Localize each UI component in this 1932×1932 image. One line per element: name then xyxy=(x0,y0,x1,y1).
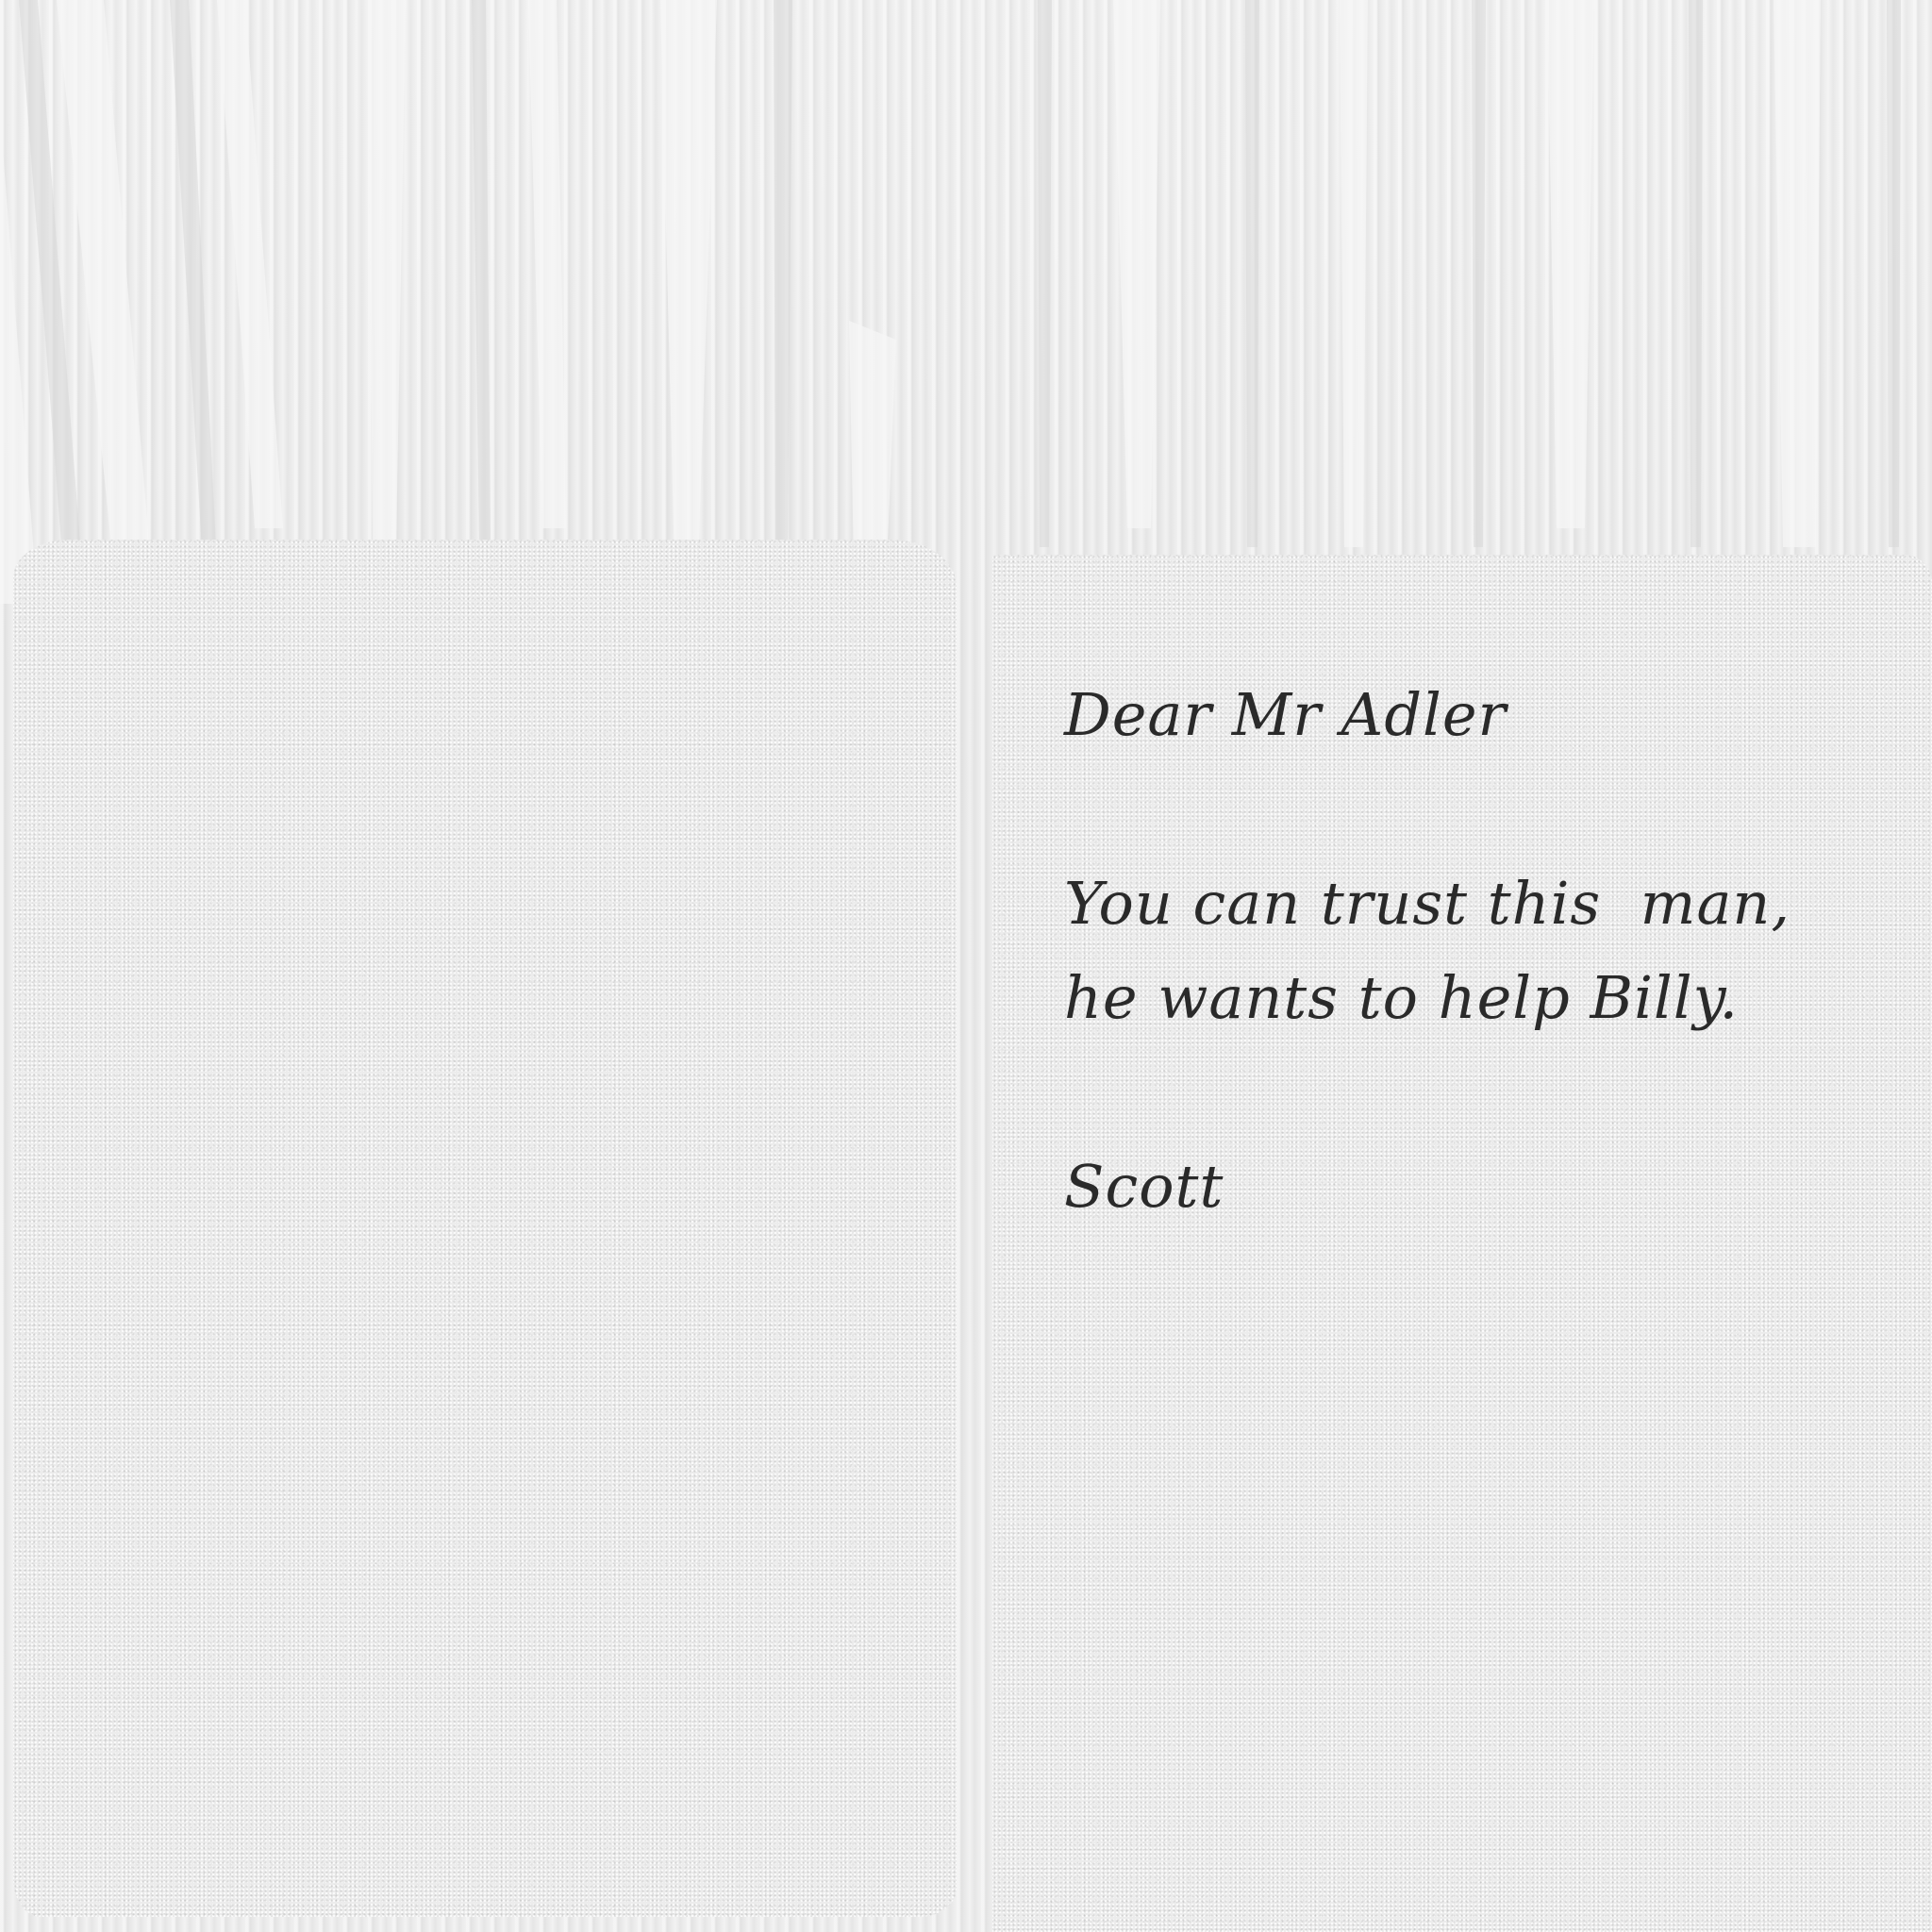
background-streaks xyxy=(0,0,1932,604)
letter-greeting: Dear Mr Adler xyxy=(1064,680,1507,749)
handwritten-letter xyxy=(1064,668,1894,1234)
left-paper-page xyxy=(13,540,957,1917)
letter-signature: Scott xyxy=(1064,1152,1224,1221)
letter-body-line-2: he wants to help Billy. xyxy=(1064,963,1740,1032)
letter-body-line-1: You can trust this man, xyxy=(1064,869,1791,938)
